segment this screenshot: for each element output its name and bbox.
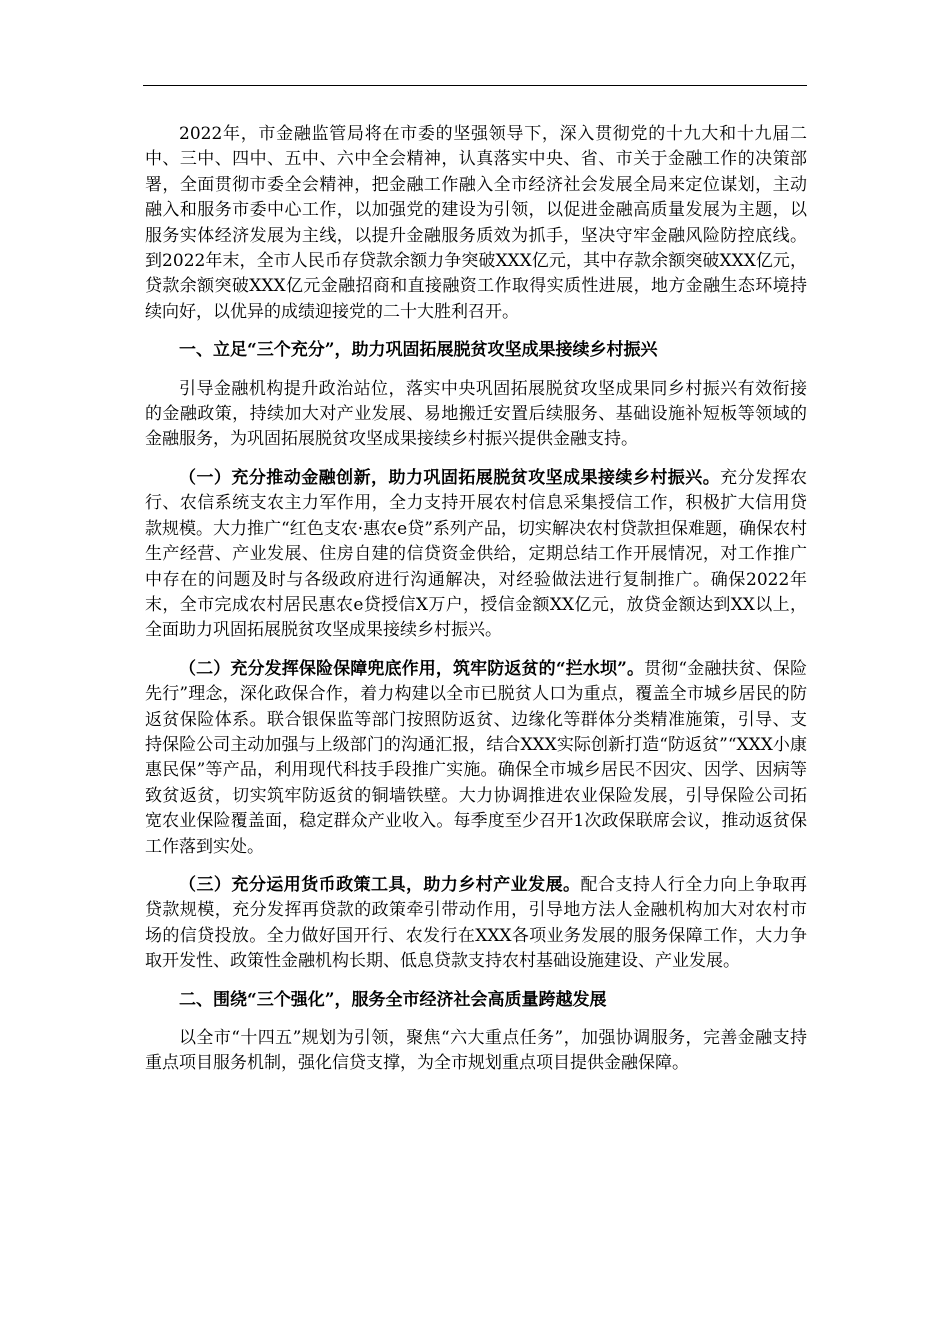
section-heading-2: 二、围绕“三个强化”，服务全市经济社会高质量跨越发展 [179, 989, 607, 1010]
subsection-1-text: 充分发挥农行、农信系统支农主力军作用，全力支持开展农村信息采集授信工作，积极扩大信用贷款规模。大力推广“红色支农·惠农e贷”系列产品，切实解决农村贷款担保难题，确保农村生产经营、产业发展、住房自建的信贷资金供给，定期总结工作开展情况，对工作推广中存在的问题及时与各级政府进行沟通解决，对经验做法进行复制推广。确保2022年末，全市完成农村居民惠农e贷授信X万户，授信金额XX亿元，放贷金额达到XX以上，全面助力巩固拓展脱贫攻坚成果接续乡村振兴。 [145, 467, 808, 641]
subsection-3-paragraph [145, 873, 807, 975]
subsection-2-text: 贯彻“金融扶贫、保险先行”理念，深化政保合作，着力构建以全市已脱贫人口为重点，覆盖全市城乡居民的防返贫保险体系。联合银保监等部门按照防返贫、边缘化等群体分类精准施策，引导、支持保险公司主动加强与上级部门的沟通汇报，结合XXX实际创新打造“防返贫”“XXX小康惠民保”等产品，利用现代科技手段推广实施。确保全市城乡居民不因灾、因学、因病等致贫返贫，切实筑牢防返贫的铜墙铁壁。大力协调推进农业保险发展，引导保险公司拓宽农业保险覆盖面，稳定群众产业收入。每季度至少召开1次政保联席会议，推动返贫保工作落到实处。 [145, 658, 807, 857]
intro-paragraph: 2022年，市金融监管局将在市委的坚强领导下，深入贯彻党的十九大和十九届二中、三中、四中、五中、六中全会精神，认真落实中央、省、市关于金融工作的决策部署，全面贯彻市委全会精神，把金融工作融入全市经济社会发展全局来定位谋划，主动融入和服务市委中心工作，以加强党的建设为引领，以促进金融高质量发展为主题，以服务实体经济发展为主线，以提升金融服务质效为抓手，坚决守牢金融风险防控底线。到2022年末，全市人民币存贷款余额力争突破XXX亿元，其中存款余额突破XXX亿元，贷款余额突破XXX亿元金融招商和直接融资工作取得实质性进展，地方金融生态环境持续向好，以优异的成绩迎接党的二十大胜利召开。 [145, 124, 807, 322]
header-rule [143, 85, 807, 86]
subsection-1-paragraph [145, 466, 807, 644]
subsection-3-title: （三）充分运用货币政策工具，助力乡村产业发展。 [179, 874, 581, 895]
section-heading-1: 一、立足“三个充分”，助力巩固拓展脱贫攻坚成果接续乡村振兴 [179, 340, 658, 361]
section-2-paragraph: 以全市“十四五”规划为引领，聚焦“六大重点任务”，加强协调服务，完善金融支持重点项目服务机制，强化信贷支撑，为全市规划重点项目提供金融保障。 [145, 1028, 807, 1074]
subsection-2-title: （二）充分发挥保险保障兜底作用，筑牢防返贫的“拦水坝”。 [179, 658, 645, 679]
subsection-2-paragraph [145, 657, 807, 860]
section-1-paragraph: 引导金融机构提升政治站位，落实中央巩固拓展脱贫攻坚成果同乡村振兴有效衔接的金融政策，持续加大对产业发展、易地搬迁安置后续服务、基础设施补短板等领域的金融服务，为巩固拓展脱贫攻坚成果接续乡村振兴提供金融支持。 [145, 378, 807, 450]
subsection-3-text: 配合支持人行全力向上争取再贷款规模，充分发挥再贷款的政策牵引带动作用，引导地方法人金融机构加大对农村市场的信贷投放。全力做好国开行、农发行在XXX各项业务发展的服务保障工作，大力争取开发性、政策性金融机构长期、低息贷款支持农村基础设施建设、产业发展。 [145, 874, 808, 972]
document-body [145, 122, 807, 1090]
subsection-1-title: （一）充分推动金融创新，助力巩固拓展脱贫攻坚成果接续乡村振兴。 [179, 467, 721, 488]
